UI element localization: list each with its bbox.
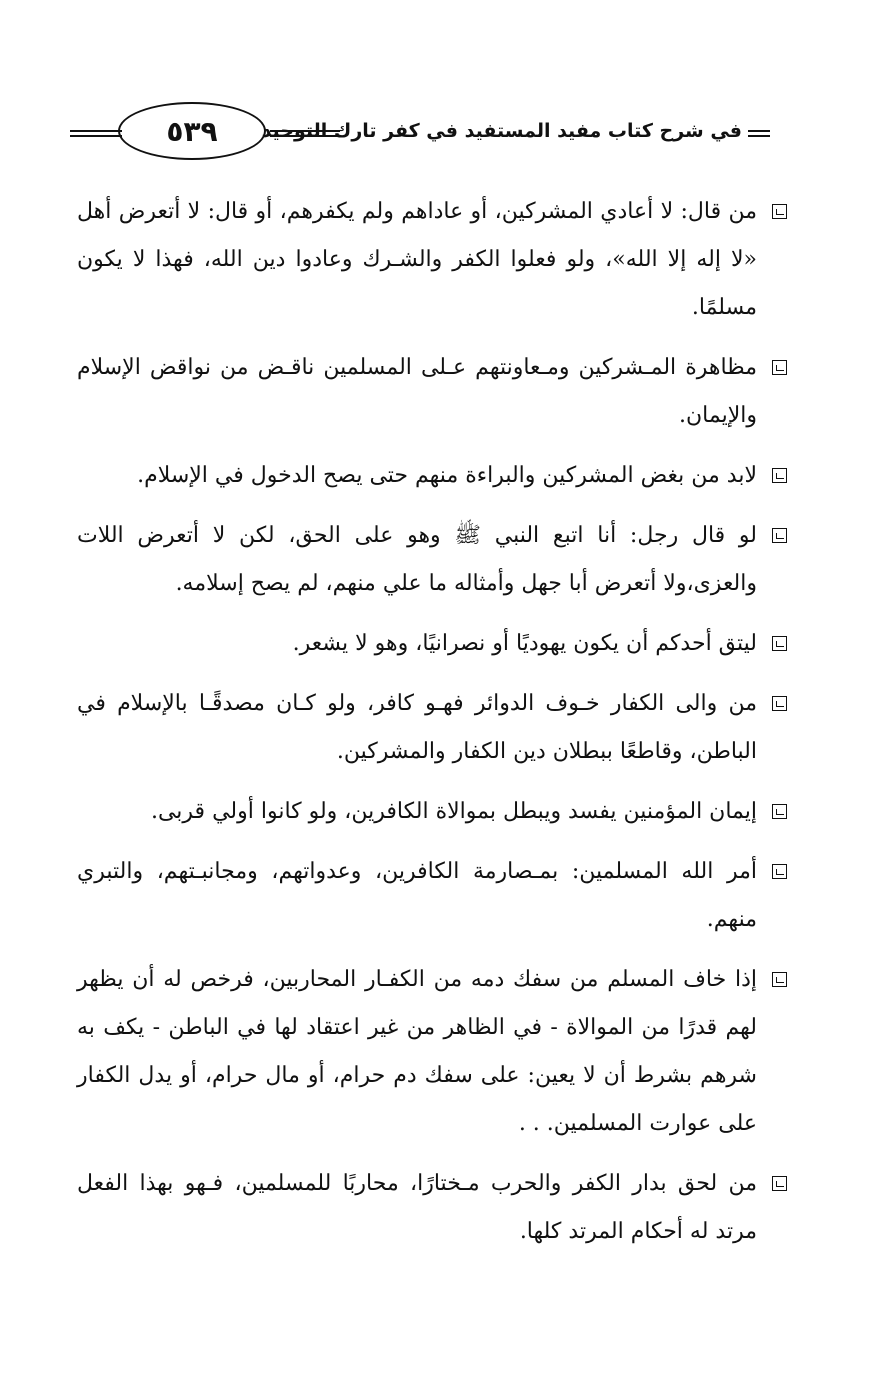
checkbox-bullet-icon	[772, 1176, 787, 1191]
list-item-text: من لحق بدار الكفر والحرب مـختارًا، محاربًا للمسلمين، فـهو بهذا الفعل مرتد له أحكام المرتد كلها.	[77, 1171, 757, 1244]
list-item-text: لو قال رجل: أنا اتبع النبي ﷺ وهو على الحق، لكن لا أتعرض اللات والعزى،ولا أتعرض أبا جهل وأمثاله ما علي منهم، لم يصح إسلامه.	[77, 523, 757, 596]
list-item-text: من والى الكفار خـوف الدوائر فهـو كافر، ولو كـان مصدقًـا بالإسلام في الباطن، وقاطعًا ببطلان دين الكفار والمشركين.	[77, 691, 757, 764]
list-item	[77, 620, 787, 668]
running-header	[70, 100, 770, 164]
checkbox-bullet-icon	[772, 972, 787, 987]
list-item	[77, 788, 787, 836]
list-item-text: إيمان المؤمنين يفسد ويبطل بموالاة الكافرين، ولو كانوا أولي قربى.	[150, 799, 757, 824]
list-item-text: إذا خاف المسلم من سفك دمه من الكفـار المحاربين، فرخص له أن يظهر لهم قدرًا من الموالاة - في الظاهر من غير اعتقاد لها في الباطن - يكف به شرهم بشرط أن لا يعين: على سفك دم حرام، أو مال حرام، أو يدل الكفار على عوارت المسلمين. . .	[77, 967, 757, 1136]
checkbox-bullet-icon	[772, 360, 787, 375]
list-item	[77, 680, 787, 776]
list-item-text: أمر الله المسلمين: بمـصارمة الكافرين، وعدواتهم، ومجانبـتهم، والتبري منهم.	[77, 859, 757, 932]
checkbox-bullet-icon	[772, 468, 787, 483]
list-item-text: من قال: لا أعادي المشركين، أو عاداهم ولم يكفرهم، أو قال: لا أتعرض أهل «لا إله إلا الله»، ولو فعلوا الكفر والشـرك وعادوا دين الله، فهذا لا يكون مسلمًا.	[77, 199, 757, 320]
list-item	[77, 188, 787, 332]
list-item-text: ليتق أحدكم أن يكون يهوديًا أو نصرانيًا، وهو لا يشعر.	[292, 631, 757, 656]
header-title: في شرح كتاب مفيد المستفيد في كفر تارك التوحيد	[261, 120, 742, 142]
checkbox-bullet-icon	[772, 696, 787, 711]
header-rule-right	[748, 130, 770, 137]
checkbox-bullet-icon	[772, 204, 787, 219]
page-number: ٥٣٩	[166, 114, 218, 148]
list-item	[77, 512, 787, 608]
header-rule-left	[70, 130, 122, 137]
list-item	[77, 956, 787, 1148]
list-item-text: مظاهرة المـشركين ومـعاونتهم عـلى المسلمين ناقـض من نواقض الإسلام والإيمان.	[77, 355, 757, 428]
body-text	[77, 188, 787, 1268]
list-item	[77, 1160, 787, 1256]
list-item	[77, 848, 787, 944]
list-item	[77, 452, 787, 500]
checkbox-bullet-icon	[772, 528, 787, 543]
checkbox-bullet-icon	[772, 636, 787, 651]
checkbox-bullet-icon	[772, 864, 787, 879]
header-rule-middle	[270, 130, 340, 137]
page-number-oval	[118, 102, 266, 160]
list-item-text: لابد من بغض المشركين والبراءة منهم حتى يصح الدخول في الإسلام.	[137, 463, 757, 488]
list-item	[77, 344, 787, 440]
checkbox-bullet-icon	[772, 804, 787, 819]
